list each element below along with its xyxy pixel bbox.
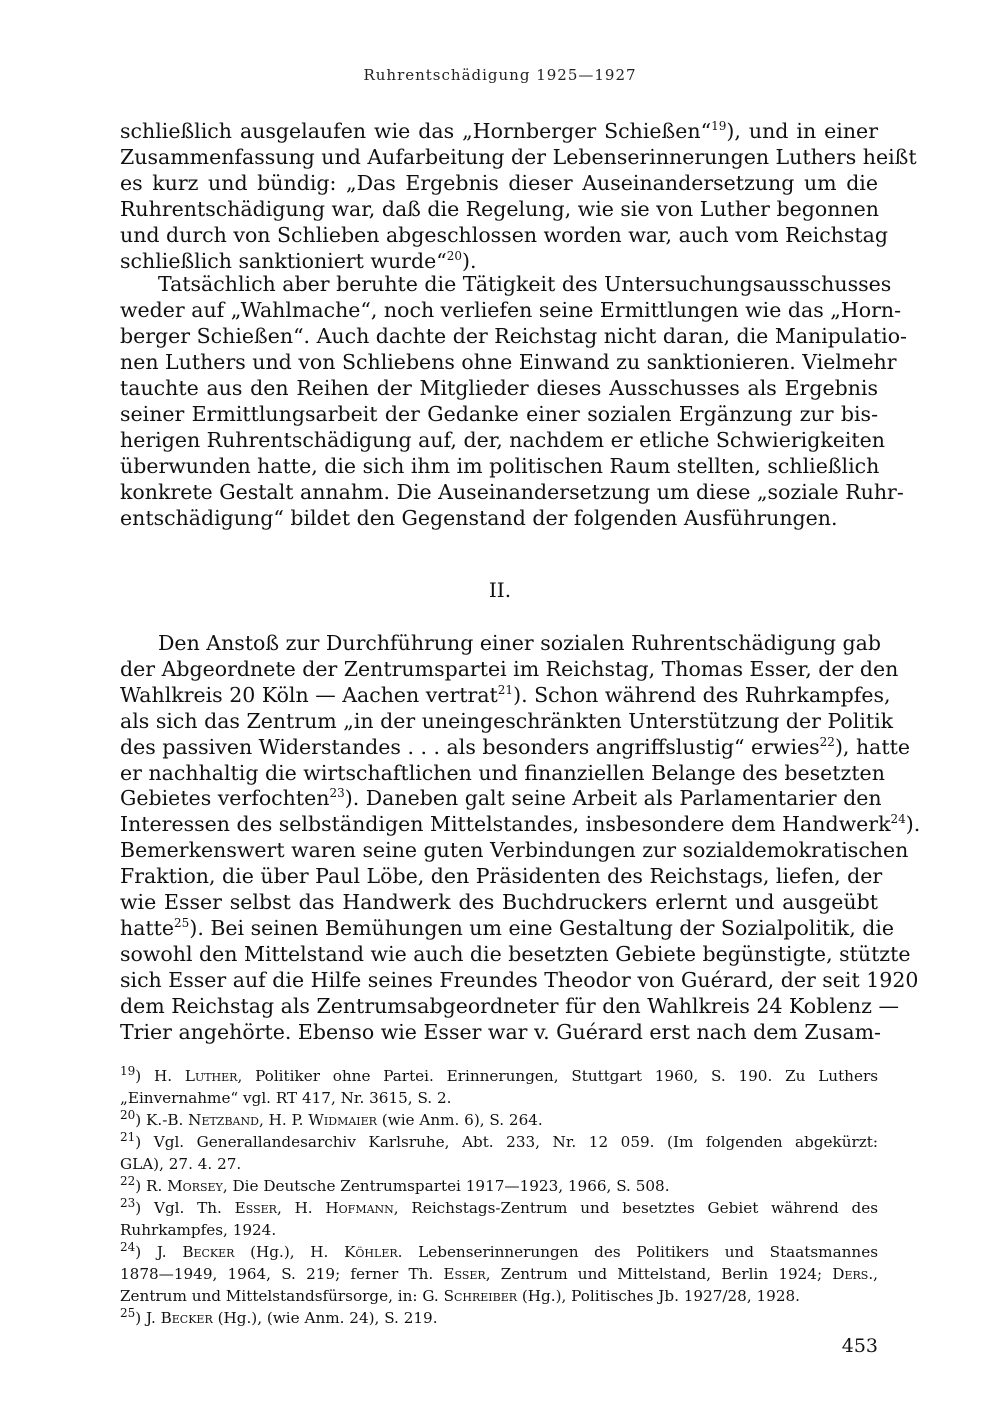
text-line [120,427,886,453]
text-run: sich Esser auf die Hilfe seines Freundes Theodor von Guérard, der seit 1920 [120,967,919,992]
text-line [120,196,878,222]
footnote-text: ) R. [135,1177,168,1195]
footnote-text: , H. [276,1199,326,1217]
text-line [120,811,921,837]
text-run: es kurz und bündig: „Das Ergebnis dieser Auseinandersetzung um die [120,171,878,195]
text-line [120,708,894,734]
footnote-text: . Lebenserinnerungen des Politikers und Staatsmannes [397,1243,878,1261]
text-line [120,453,878,479]
footnote-line [120,1197,878,1219]
text-line [120,993,899,1019]
text-run: Wahlkreis 20 Köln — Aachen vertrat [120,682,498,707]
footnote-text: (Hg.), H. [234,1243,345,1261]
text-run: ). [905,812,921,837]
footnote-line [120,1153,878,1175]
text-run: Tatsächlich aber beruhte die Tätigkeit des Untersuchungsausschusses [158,272,892,296]
footnote-line [120,1175,878,1197]
author-name: Köhler [344,1243,398,1261]
footnote-line [120,1285,878,1307]
text-run: ). Bei seinen Bemühungen um eine Gestaltung der Sozialpolitik, die [189,915,895,940]
text-run: hatte [120,915,175,940]
footnote-text: Ruhrkampfes, 1924. [120,1221,277,1239]
author-name: Netzband [188,1111,259,1129]
text-run: weder auf „Wahlmache“, noch verliefen seine Ermittlungen wie das „Horn- [120,298,902,322]
text-run: Trier angehörte. Ebenso wie Esser war v. Guérard erst nach dem Zusam- [120,1019,881,1044]
text-run: ). Schon während des Ruhrkampfes, [513,682,891,707]
text-line [120,967,919,993]
text-run: ). Daneben galt seine Arbeit als Parlamentarier den [344,786,882,811]
text-run: sowohl den Mittelstand wie auch die besetzten Gebiete begünstigte, stützte [120,941,911,966]
text-line [120,1019,881,1045]
text-line [120,682,891,708]
footnote-number: 21 [120,1129,136,1144]
footnote-text: „Einvernahme“ vgl. RT 417, Nr. 3615, S. 2. [120,1089,452,1107]
text-line [120,401,878,427]
footnote-line [120,1131,878,1153]
footnote-text: , [873,1265,878,1283]
text-run: Interessen des selbständigen Mittelstandes, insbesondere dem Handwerk [120,812,891,837]
footnote-ref: 21 [497,682,514,697]
footnote-line [120,1109,878,1131]
footnote-ref: 24 [890,812,906,827]
text-run: Gebietes verfochten [120,786,330,811]
footnote-number: 19 [120,1063,136,1078]
footnote-text: , Reichstags-Zentrum und besetztes Gebiet während des [393,1199,878,1217]
running-head: Ruhrentschädigung 1925—1927 [363,66,637,84]
text-run: dem Reichstag als Zentrumsabgeordneter für den Wahlkreis 24 Koblenz — [120,993,899,1018]
text-run: konkrete Gestalt annahm. Die Auseinandersetzung um diese „soziale Ruhr- [120,480,904,504]
text-line [120,170,878,196]
text-run: herigen Ruhrentschädigung auf, der, nachdem er etliche Schwierigkeiten [120,428,886,452]
text-run: schließlich sanktioniert wurde“ [120,249,447,273]
footnote-line [120,1263,878,1285]
author-name: Widmaier [308,1111,377,1129]
footnote-line [120,1307,878,1329]
footnote-line [120,1065,878,1087]
text-line [158,630,882,656]
text-run: wie Esser selbst das Handwerk des Buchdruckers erlernt und ausgeübt [120,890,878,914]
text-line [120,837,909,863]
text-run: des passiven Widerstandes . . . als besonders angriffslustig“ erwies [120,734,820,759]
text-run: überwunden hatte, die sich ihm im politischen Raum stellten, schließlich [120,454,880,478]
footnote-text: , Politiker ohne Partei. Erinnerungen, Stuttgart 1960, S. 190. Zu Luthers [237,1067,878,1085]
footnote-number: 24 [120,1239,136,1254]
text-line [120,118,878,144]
footnote-ref: 20 [446,249,462,264]
footnote-number: 20 [120,1107,136,1122]
footnote-text: ) K.-B. [135,1111,189,1129]
text-line [120,941,911,967]
footnote-ref: 23 [329,786,345,801]
text-run: schließlich ausgelaufen wie das „Hornberger Schießen“ [120,119,712,143]
text-line [120,760,885,786]
text-run: Ruhrentschädigung war, daß die Regelung, wie sie von Luther begonnen [120,197,879,221]
text-run: nen Luthers und von Schliebens ohne Einwand zu sanktionieren. Vielmehr [120,350,897,374]
author-name: Schreiber [443,1287,518,1305]
text-run: Den Anstoß zur Durchführung einer sozialen Ruhrentschädigung gab [158,631,882,655]
footnote-text: GLA), 27. 4. 27. [120,1155,242,1173]
footnote-number: 23 [120,1195,136,1210]
text-run: und durch von Schlieben abgeschlossen worden war, auch vom Reichstag [120,223,888,247]
text-run: Zusammenfassung und Aufarbeitung der Lebenserinnerungen Luthers heißt [120,145,917,169]
footnote-text: ) J. [135,1243,183,1261]
text-line [120,222,888,248]
text-line [120,375,878,401]
footnote-text: (Hg.), Politisches Jb. 1927/28, 1928. [517,1287,800,1305]
footnote-ref: 25 [174,916,190,931]
text-run: tauchte aus den Reihen der Mitglieder dieses Ausschusses als Ergebnis [120,376,878,400]
text-run: berger Schießen“. Auch dachte der Reichstag nicht daran, die Manipulatio- [120,324,907,348]
text-line [120,734,911,760]
author-name: Morsey [167,1177,223,1195]
footnote-text: , Die Deutsche Zentrumspartei 1917—1923, 1966, S. 508. [222,1177,670,1195]
author-name: Luther [184,1067,238,1085]
text-line [120,889,878,915]
text-run: entschädigung“ bildet den Gegenstand der folgenden Ausführungen. [120,506,838,530]
text-run: der Abgeordnete der Zentrumspartei im Reichstag, Thomas Esser, der den [120,656,899,681]
author-name: Becker [160,1309,213,1327]
text-run: als sich das Zentrum „in der uneingeschränkten Unterstützung der Politik [120,708,894,733]
footnote-number: 25 [120,1305,136,1320]
footnote-text: (Hg.), (wie Anm. 24), S. 219. [212,1309,438,1327]
text-run: seiner Ermittlungsarbeit der Gedanke einer sozialen Ergänzung zur bis- [120,402,878,426]
text-line [120,349,897,375]
text-run: ). [461,249,477,273]
text-line [120,785,882,811]
text-run: ), hatte [834,734,911,759]
footnote-text: ) H. [135,1067,185,1085]
text-run: Fraktion, die über Paul Löbe, den Präsidenten des Reichstags, liefen, der [120,864,883,889]
text-line [120,656,899,682]
text-run: ), und in einer [726,119,878,143]
page-number: 453 [841,1335,878,1357]
footnote-text: Zentrum und Mittelstandsfürsorge, in: G. [120,1287,444,1305]
footnote-text: ) J. [135,1309,161,1327]
footnote-text: , H. P. [258,1111,309,1129]
footnote-text: 1878—1949, 1964, S. 219; ferner Th. [120,1265,444,1283]
text-run: Bemerkenswert waren seine guten Verbindungen zur sozialdemokratischen [120,838,909,863]
footnote-ref: 22 [819,734,835,749]
author-name: Becker [182,1243,235,1261]
author-name: Ders. [832,1265,874,1283]
footnote-line [120,1219,878,1241]
footnote-line [120,1087,878,1109]
footnote-text: , Zentrum und Mittelstand, Berlin 1924; [485,1265,833,1283]
footnote-number: 22 [120,1173,136,1188]
text-line [158,271,892,297]
footnote-text: ) Vgl. Th. [135,1199,235,1217]
author-name: Esser [234,1199,277,1217]
text-line [120,479,904,505]
text-line [120,144,917,170]
author-name: Hofmann [325,1199,394,1217]
text-run: er nachhaltig die wirtschaftlichen und finanziellen Belange des besetzten [120,760,885,785]
text-line [120,915,895,941]
footnote-text: (wie Anm. 6), S. 264. [376,1111,543,1129]
footnote-line [120,1241,878,1263]
text-line [120,505,878,531]
text-line [120,863,883,889]
footnote-ref: 19 [711,119,727,134]
text-line [120,297,902,323]
footnote-text: ) Vgl. Generallandesarchiv Karlsruhe, Abt. 233, Nr. 12 059. (Im folgenden abgekürzt: [135,1133,878,1151]
text-line [120,323,907,349]
author-name: Esser [443,1265,486,1283]
section-heading: II. [488,578,512,602]
